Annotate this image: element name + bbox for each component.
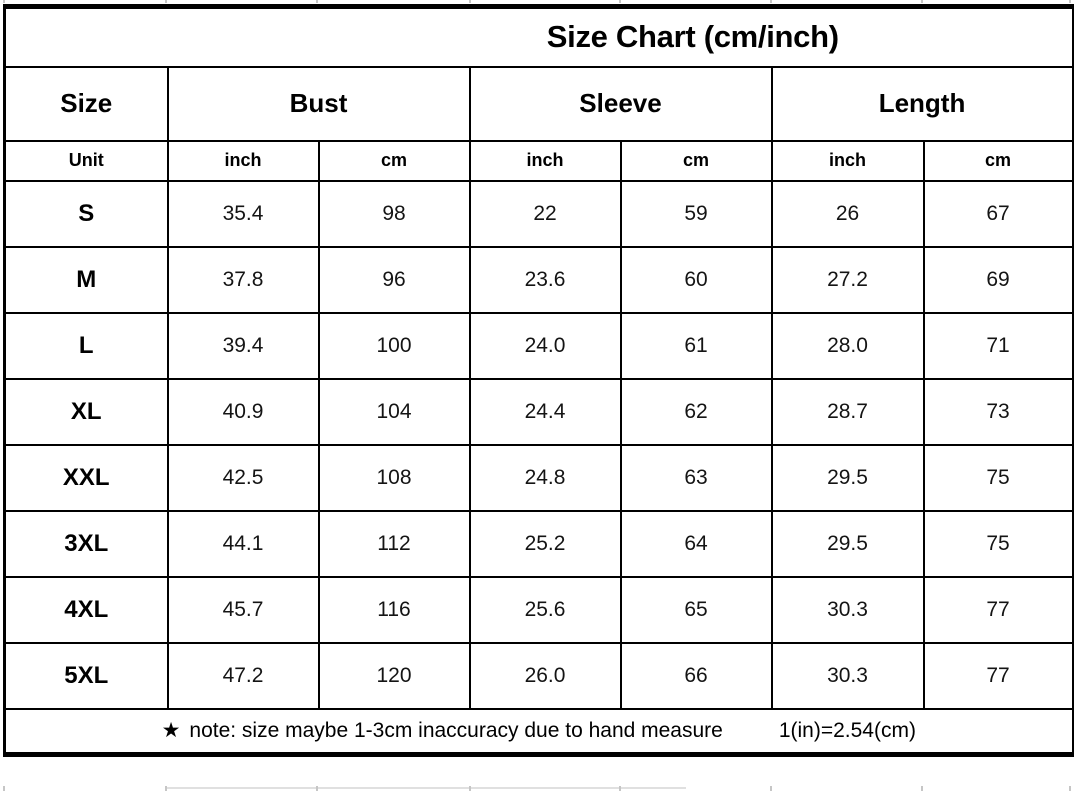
cell-value: 44.1 [168, 511, 319, 577]
column-header-bust: Bust [168, 67, 470, 141]
star-icon: ★ [161, 719, 181, 743]
border-remnant [770, 786, 772, 791]
cell-value: 104 [319, 379, 470, 445]
border-remnant [469, 0, 471, 3]
size-label: 4XL [5, 577, 168, 643]
cell-value: 69 [924, 247, 1073, 313]
cell-value: 30.3 [772, 577, 924, 643]
cell-value: 77 [924, 577, 1073, 643]
cell-value: 65 [621, 577, 772, 643]
table-row-m [5, 247, 1073, 313]
border-remnant [921, 786, 923, 791]
cell-value: 116 [319, 577, 470, 643]
cell-value: 22 [470, 181, 621, 247]
unit-header-length-cm: cm [924, 141, 1073, 181]
cell-value: 24.4 [470, 379, 621, 445]
cell-value: 39.4 [168, 313, 319, 379]
cell-value: 100 [319, 313, 470, 379]
cell-value: 75 [924, 511, 1073, 577]
cell-value: 30.3 [772, 643, 924, 709]
cell-value: 37.8 [168, 247, 319, 313]
title-row [5, 7, 1073, 67]
size-label: M [5, 247, 168, 313]
cell-value: 29.5 [772, 445, 924, 511]
border-remnant [469, 786, 471, 791]
cell-value: 47.2 [168, 643, 319, 709]
cell-value: 24.8 [470, 445, 621, 511]
note-row [5, 709, 1073, 755]
cell-value: 61 [621, 313, 772, 379]
cell-value: 59 [621, 181, 772, 247]
note-text-line [162, 718, 723, 743]
column-header-length: Length [772, 67, 1073, 141]
cell-value: 35.4 [168, 181, 319, 247]
cell-value: 60 [621, 247, 772, 313]
cell-value: 120 [319, 643, 470, 709]
column-header-sleeve: Sleeve [470, 67, 772, 141]
cell-value: 24.0 [470, 313, 621, 379]
cell-value: 29.5 [772, 511, 924, 577]
note-content [6, 718, 1072, 743]
cell-value: 42.5 [168, 445, 319, 511]
unit-header-length-inch: inch [772, 141, 924, 181]
size-label: XL [5, 379, 168, 445]
cell-value: 27.2 [772, 247, 924, 313]
unit-header-bust-inch: inch [168, 141, 319, 181]
unit-header-row [5, 141, 1073, 181]
conversion-text: 1(in)=2.54(cm) [778, 718, 916, 742]
cell-value: 40.9 [168, 379, 319, 445]
cell-value: 77 [924, 643, 1073, 709]
border-remnant [316, 786, 318, 791]
cell-value: 64 [621, 511, 772, 577]
size-label: S [5, 181, 168, 247]
unit-header-sleeve-cm: cm [621, 141, 772, 181]
border-remnant [316, 0, 318, 3]
border-remnant [3, 0, 5, 3]
border-remnant [619, 786, 621, 791]
cell-value: 23.6 [470, 247, 621, 313]
unit-header-label: Unit [5, 141, 168, 181]
cell-value: 108 [319, 445, 470, 511]
cell-value: 98 [319, 181, 470, 247]
table-row-4xl [5, 577, 1073, 643]
cell-value: 112 [319, 511, 470, 577]
border-remnant [619, 0, 621, 3]
unit-header-bust-cm: cm [319, 141, 470, 181]
table-row-5xl [5, 643, 1073, 709]
cell-value: 71 [924, 313, 1073, 379]
column-group-header-row [5, 67, 1073, 141]
border-remnant [1069, 0, 1071, 3]
border-remnant [165, 786, 167, 791]
border-remnant [921, 0, 923, 3]
cell-value: 25.2 [470, 511, 621, 577]
border-remnant [3, 786, 5, 791]
table-row-l [5, 313, 1073, 379]
column-header-size: Size [5, 67, 168, 141]
cell-value: 75 [924, 445, 1073, 511]
size-chart-table [3, 4, 1074, 757]
cell-value: 62 [621, 379, 772, 445]
cell-value: 25.6 [470, 577, 621, 643]
table-row-xl [5, 379, 1073, 445]
cell-value: 63 [621, 445, 772, 511]
size-label: L [5, 313, 168, 379]
cell-value: 26.0 [470, 643, 621, 709]
cell-value: 28.7 [772, 379, 924, 445]
cell-value: 73 [924, 379, 1073, 445]
unit-header-sleeve-inch: inch [470, 141, 621, 181]
size-label: 3XL [5, 511, 168, 577]
cell-value: 28.0 [772, 313, 924, 379]
cell-value: 66 [621, 643, 772, 709]
size-label: 5XL [5, 643, 168, 709]
page-title: Size Chart (cm/inch) [5, 7, 1073, 67]
border-remnant [1069, 786, 1071, 791]
cell-value: 67 [924, 181, 1073, 247]
table-row-xxl [5, 445, 1073, 511]
cell-value: 45.7 [168, 577, 319, 643]
cell-value: 96 [319, 247, 470, 313]
border-remnant [165, 0, 167, 3]
note-text: note: size maybe 1-3cm inaccuracy due to hand measure [189, 719, 723, 743]
table-row-s [5, 181, 1073, 247]
cell-value: 26 [772, 181, 924, 247]
note-cell [5, 709, 1073, 755]
size-label: XXL [5, 445, 168, 511]
border-remnant [166, 787, 686, 789]
border-remnant [770, 0, 772, 3]
table-row-3xl [5, 511, 1073, 577]
